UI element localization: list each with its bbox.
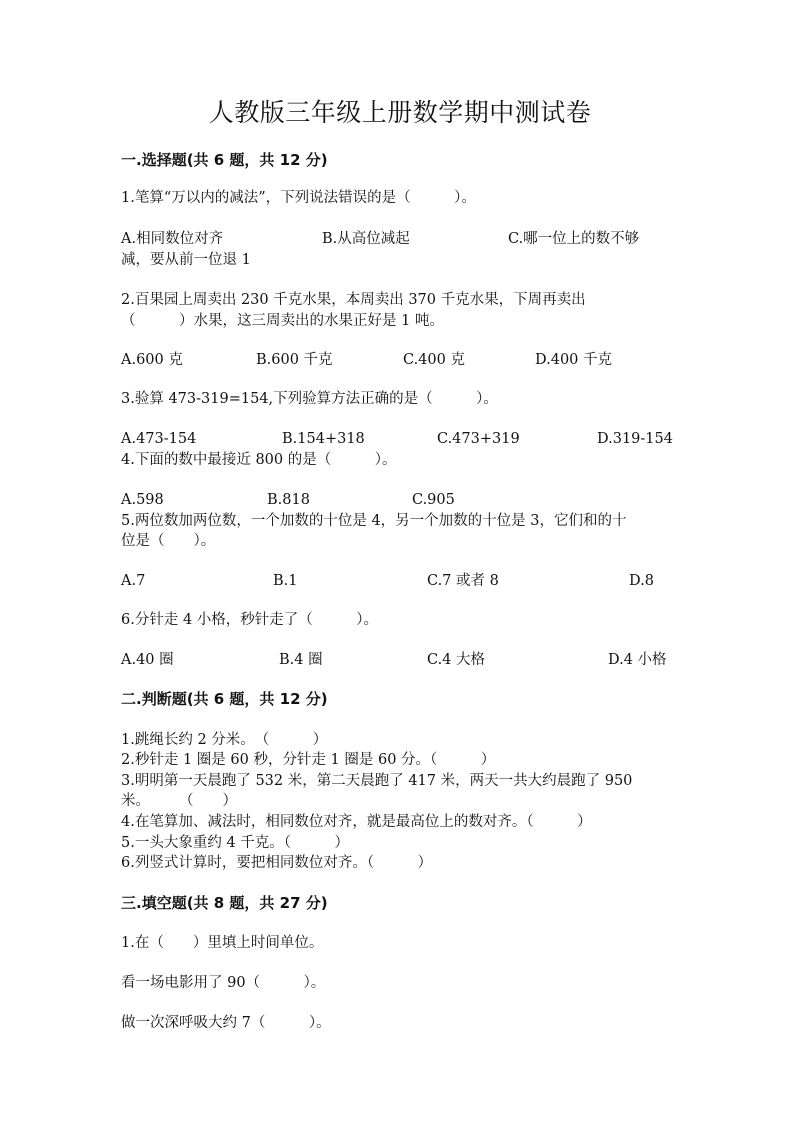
question-stem: 6.分针走 4 小格，秒针走了（ ）。	[121, 612, 379, 628]
section-heading-choice: 一.选择题(共 6 题，共 12 分)	[121, 151, 328, 169]
option-b: B.从高位减起	[322, 231, 410, 247]
option-c: C.哪一位上的数不够	[508, 231, 640, 247]
option-d: D.400 千克	[535, 352, 613, 368]
option-c: C.473+319	[437, 431, 520, 447]
option-b: B.600 千克	[256, 352, 333, 368]
option-a: A.相同数位对齐	[121, 231, 224, 247]
question-stem: 2.百果园上周卖出 230 千克水果，本周卖出 370 千克水果，下周再卖出	[121, 292, 586, 308]
option-b: B.154+318	[282, 431, 365, 447]
question-stem-line2: 位是（ ）。	[121, 533, 216, 549]
question-stem: 4.下面的数中最接近 800 的是（ ）。	[121, 452, 397, 468]
section-heading-fill-blank: 三.填空题(共 8 题，共 27 分)	[121, 894, 328, 912]
question-stem-line2: （ ）水果，这三周卖出的水果正好是 1 吨。	[121, 313, 444, 329]
option-a: A.473-154	[121, 431, 197, 447]
question-stem: 1.笔算“万以内的减法”，下列说法错误的是（ ）。	[121, 190, 476, 206]
option-d: D.8	[629, 573, 654, 589]
judgement-item: 4.在笔算加、减法时，相同数位对齐，就是最高位上的数对齐。（ ）	[121, 814, 592, 830]
judgement-item-line2: 米。 （ ）	[121, 793, 237, 809]
judgement-item: 1.跳绳长约 2 分米。 （ ）	[121, 732, 328, 748]
option-c: C.7 或者 8	[427, 573, 499, 589]
option-a: A.7	[121, 573, 146, 589]
option-a: A.600 克	[121, 352, 183, 368]
judgement-item: 5.一头大象重约 4 千克。（ ）	[121, 835, 350, 851]
judgement-item: 6.列竖式计算时，要把相同数位对齐。（ ）	[121, 855, 433, 871]
option-d: D.319-154	[597, 431, 673, 447]
question-stem: 5.两位数加两位数，一个加数的十位是 4，另一个加数的十位是 3，它们和的十	[121, 513, 627, 529]
option-d: D.4 小格	[608, 652, 667, 668]
option-b: B.4 圈	[279, 652, 323, 668]
section-heading-judgement: 二.判断题(共 6 题，共 12 分)	[121, 690, 328, 708]
option-a: A.40 圈	[121, 652, 174, 668]
page-title: 人教版三年级上册数学期中测试卷	[208, 98, 592, 127]
option-b: B.818	[267, 492, 310, 508]
judgement-item: 3.明明第一天晨跑了 532 米，第二天晨跑了 417 米，两天一共大约晨跑了 950	[121, 773, 633, 789]
fill-blank-item: 1.在（ ）里填上时间单位。	[121, 935, 324, 951]
fill-blank-item: 看一场电影用了 90（ ）。	[121, 975, 326, 991]
fill-blank-item: 做一次深呼吸大约 7（ ）。	[121, 1015, 331, 1031]
option-c: C.4 大格	[427, 652, 486, 668]
option-c: C.400 克	[403, 352, 465, 368]
question-stem: 3.验算 473-319=154,下列验算方法正确的是（ ）。	[121, 391, 498, 407]
option-continuation: 减，要从前一位退 1	[121, 252, 251, 268]
option-a: A.598	[121, 492, 164, 508]
judgement-item: 2.秒针走 1 圈是 60 秒，分针走 1 圈是 60 分。（ ）	[121, 752, 496, 768]
option-b: B.1	[273, 573, 298, 589]
option-c: C.905	[412, 492, 455, 508]
